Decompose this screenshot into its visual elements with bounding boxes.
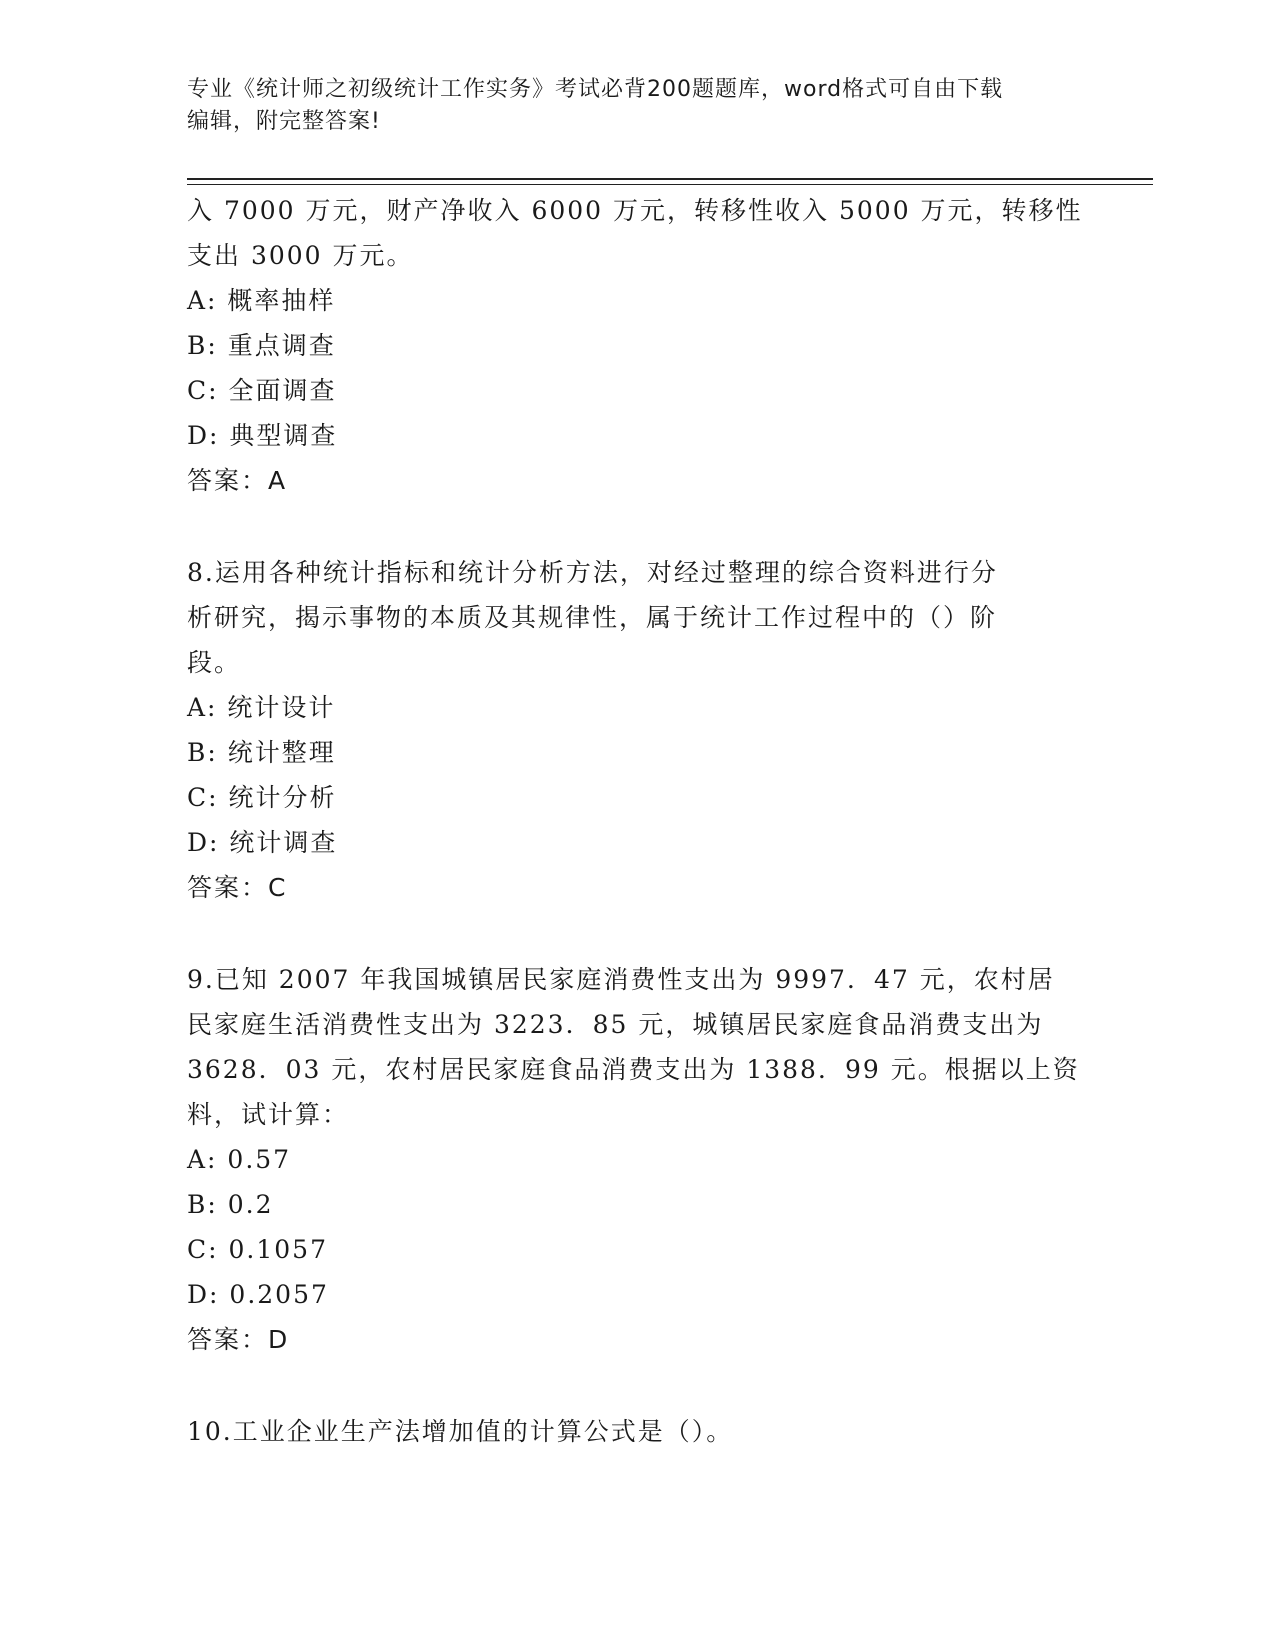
question-content — [187, 188, 1087, 1454]
option-c: C: 统计分析 — [187, 783, 337, 812]
option-d: D: 典型调查 — [187, 421, 338, 450]
answer-line: 答案：D — [187, 1325, 290, 1354]
question-10 — [187, 1409, 1087, 1454]
question-stem-line: 支出 3000 万元。 — [187, 241, 414, 270]
header-title-line-1: 专业《统计师之初级统计工作实务》考试必背200题题库，word格式可自由下载 — [187, 77, 1004, 102]
question-stem-line: 8.运用各种统计指标和统计分析方法，对经过整理的综合资料进行分 — [187, 558, 998, 587]
option-b: B: 重点调查 — [187, 331, 336, 360]
header-divider-thin — [187, 184, 1153, 185]
question-9 — [187, 957, 1087, 1362]
option-c: C: 0.1057 — [187, 1235, 328, 1264]
header-divider-thick — [187, 178, 1153, 180]
question-stem-line: 入 7000 万元，财产净收入 6000 万元，转移性收入 5000 万元，转移性 — [187, 196, 1083, 225]
option-a: A: 概率抽样 — [187, 286, 336, 315]
header-title-line-2: 编辑，附完整答案! — [187, 109, 381, 134]
question-8 — [187, 550, 1087, 910]
question-stem-line: 9.已知 2007 年我国城镇居民家庭消费性支出为 9997．47 元，农村居 — [187, 965, 1055, 994]
option-d: D: 统计调查 — [187, 828, 338, 857]
answer-line: 答案：A — [187, 466, 288, 495]
document-header — [187, 74, 1087, 138]
option-a: A: 统计设计 — [187, 693, 336, 722]
question-stem-line: 10.工业企业生产法增加值的计算公式是（）。 — [187, 1417, 734, 1446]
question-stem-line: 段。 — [187, 648, 242, 677]
question-stem-line: 3628．03 元，农村居民家庭食品消费支出为 1388．99 元。根据以上资 — [187, 1055, 1080, 1084]
answer-line: 答案：C — [187, 873, 288, 902]
option-b: B: 统计整理 — [187, 738, 336, 767]
question-stem-line: 民家庭生活消费性支出为 3223．85 元，城镇居民家庭食品消费支出为 — [187, 1010, 1044, 1039]
question-stem-line: 析研究，揭示事物的本质及其规律性，属于统计工作过程中的（）阶 — [187, 603, 998, 632]
question-7-fragment — [187, 188, 1087, 503]
option-c: C: 全面调查 — [187, 376, 337, 405]
option-b: B: 0.2 — [187, 1190, 274, 1219]
option-d: D: 0.2057 — [187, 1280, 329, 1309]
question-stem-line: 料，试计算： — [187, 1100, 350, 1129]
option-a: A: 0.57 — [187, 1145, 292, 1174]
